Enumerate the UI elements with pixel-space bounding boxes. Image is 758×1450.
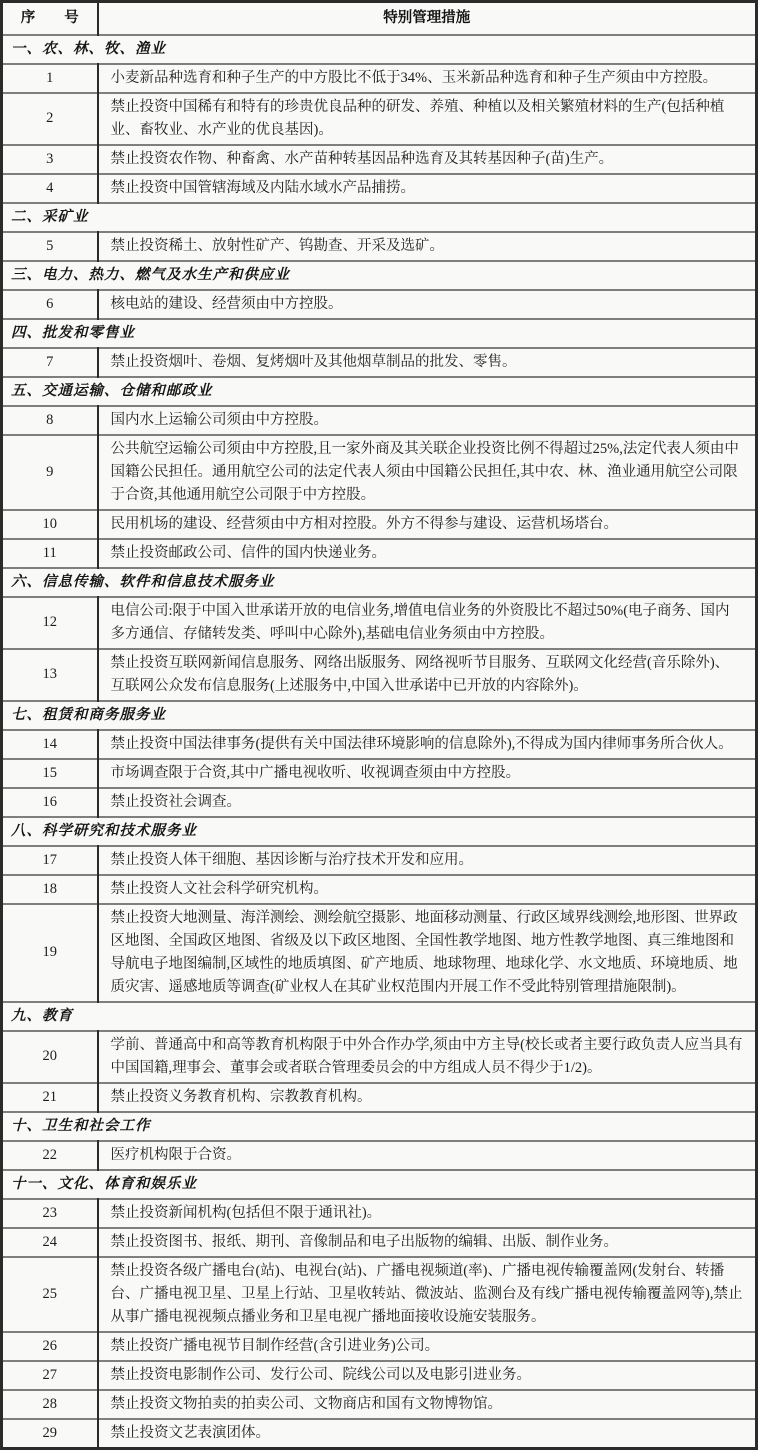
table-row <box>2 1141 757 1170</box>
measures-table-body <box>2 35 757 1449</box>
measure-text: 禁止投资义务教育机构、宗教教育机构。 <box>98 1083 757 1112</box>
table-header <box>2 2 757 35</box>
table-row <box>2 759 757 788</box>
section-row <box>2 1170 757 1199</box>
measure-text: 核电站的建设、经营须由中方控股。 <box>98 290 757 319</box>
table-row <box>2 1361 757 1390</box>
row-number: 7 <box>2 348 98 377</box>
table-row <box>2 730 757 759</box>
row-number: 28 <box>2 1390 98 1419</box>
row-number: 14 <box>2 730 98 759</box>
section-row <box>2 319 757 348</box>
measure-text: 公共航空运输公司须由中方控股,且一家外商及其关联企业投资比例不得超过25%,法定代表人须由中国籍公民担任。通用航空公司的法定代表人须由中国籍公民担任,其中农、林、渔业通用航空公司限于合资,其他通用航空公司限于中方控股。 <box>98 435 757 510</box>
row-number: 2 <box>2 93 98 145</box>
row-number: 12 <box>2 597 98 649</box>
section-title: 六、信息传输、软件和信息技术服务业 <box>2 568 757 597</box>
table-row <box>2 649 757 701</box>
measure-text: 禁止投资文物拍卖的拍卖公司、文物商店和国有文物博物馆。 <box>98 1390 757 1419</box>
table-row <box>2 348 757 377</box>
section-row <box>2 701 757 730</box>
measure-text: 禁止投资人体干细胞、基因诊断与治疗技术开发和应用。 <box>98 846 757 875</box>
table-row <box>2 1083 757 1112</box>
table-row <box>2 1199 757 1228</box>
measure-text: 国内水上运输公司须由中方控股。 <box>98 406 757 435</box>
row-number: 1 <box>2 64 98 93</box>
table-row <box>2 1419 757 1449</box>
table-row <box>2 93 757 145</box>
section-row <box>2 817 757 846</box>
row-number: 18 <box>2 875 98 904</box>
section-title: 四、批发和零售业 <box>2 319 757 348</box>
section-title: 一、农、林、牧、渔业 <box>2 35 757 64</box>
row-number: 3 <box>2 145 98 174</box>
section-title: 五、交通运输、仓储和邮政业 <box>2 377 757 406</box>
section-title: 九、教育 <box>2 1002 757 1031</box>
row-number: 15 <box>2 759 98 788</box>
measure-text: 学前、普通高中和高等教育机构限于中外合作办学,须由中方主导(校长或者主要行政负责人应当具有中国国籍,理事会、董事会或者联合管理委员会的中方组成人员不得少于1/2)。 <box>98 1031 757 1083</box>
measure-text: 禁止投资稀土、放射性矿产、钨勘查、开采及选矿。 <box>98 232 757 261</box>
row-number: 9 <box>2 435 98 510</box>
row-number: 21 <box>2 1083 98 1112</box>
table-row <box>2 597 757 649</box>
measure-text: 禁止投资图书、报纸、期刊、音像制品和电子出版物的编辑、出版、制作业务。 <box>98 1228 757 1257</box>
table-row <box>2 290 757 319</box>
measure-text: 禁止投资中国稀有和特有的珍贵优良品种的研发、养殖、种植以及相关繁殖材料的生产(包括种植业、畜牧业、水产业的优良基因)。 <box>98 93 757 145</box>
row-number: 17 <box>2 846 98 875</box>
section-row <box>2 261 757 290</box>
measure-text: 禁止投资人文社会科学研究机构。 <box>98 875 757 904</box>
table-row <box>2 145 757 174</box>
section-row <box>2 1112 757 1141</box>
section-row <box>2 1002 757 1031</box>
table-row <box>2 64 757 93</box>
table-row <box>2 904 757 1002</box>
header-measure-title: 特别管理措施 <box>98 2 757 35</box>
table-row <box>2 174 757 203</box>
header-row <box>2 2 757 35</box>
table-row <box>2 539 757 568</box>
measure-text: 禁止投资广播电视节目制作经营(含引进业务)公司。 <box>98 1332 757 1361</box>
table-row <box>2 1257 757 1332</box>
measure-text: 禁止投资中国管辖海域及内陆水域水产品捕捞。 <box>98 174 757 203</box>
row-number: 25 <box>2 1257 98 1332</box>
measure-text: 禁止投资电影制作公司、发行公司、院线公司以及电影引进业务。 <box>98 1361 757 1390</box>
table-row <box>2 788 757 817</box>
row-number: 5 <box>2 232 98 261</box>
table-row <box>2 875 757 904</box>
section-row <box>2 568 757 597</box>
section-row <box>2 35 757 64</box>
measure-text: 禁止投资烟叶、卷烟、复烤烟叶及其他烟草制品的批发、零售。 <box>98 348 757 377</box>
measure-text: 电信公司:限于中国入世承诺开放的电信业务,增值电信业务的外资股比不超过50%(电子商务、国内多方通信、存储转发类、呼叫中心除外),基础电信业务须由中方控股。 <box>98 597 757 649</box>
row-number: 22 <box>2 1141 98 1170</box>
row-number: 16 <box>2 788 98 817</box>
row-number: 6 <box>2 290 98 319</box>
measure-text: 禁止投资新闻机构(包括但不限于通讯社)。 <box>98 1199 757 1228</box>
row-number: 26 <box>2 1332 98 1361</box>
table-row <box>2 435 757 510</box>
table-row <box>2 1031 757 1083</box>
measure-text: 禁止投资文艺表演团体。 <box>98 1419 757 1449</box>
measure-text: 医疗机构限于合资。 <box>98 1141 757 1170</box>
row-number: 23 <box>2 1199 98 1228</box>
measure-text: 市场调查限于合资,其中广播电视收听、收视调查须由中方控股。 <box>98 759 757 788</box>
measure-text: 禁止投资互联网新闻信息服务、网络出版服务、网络视听节目服务、互联网文化经营(音乐除外)、互联网公众发布信息服务(上述服务中,中国入世承诺中已开放的内容除外)。 <box>98 649 757 701</box>
measure-text: 民用机场的建设、经营须由中方相对控股。外方不得参与建设、运营机场塔台。 <box>98 510 757 539</box>
section-row <box>2 203 757 232</box>
measure-text: 禁止投资大地测量、海洋测绘、测绘航空摄影、地面移动测量、行政区域界线测绘,地形图、世界政区地图、全国政区地图、省级及以下政区地图、全国性教学地图、地方性教学地图、真三维地图和导航电子地图编制,区域性的地质填图、矿产地质、地球物理、地球化学、水文地质、环境地质、地质灾害、遥感地质等调查(矿业权人在其矿业权范围内开展工作不受此特别管理措施限制)。 <box>98 904 757 1002</box>
measure-text: 禁止投资邮政公司、信件的国内快递业务。 <box>98 539 757 568</box>
section-title: 三、电力、热力、燃气及水生产和供应业 <box>2 261 757 290</box>
row-number: 19 <box>2 904 98 1002</box>
row-number: 4 <box>2 174 98 203</box>
row-number: 29 <box>2 1419 98 1449</box>
row-number: 11 <box>2 539 98 568</box>
table-row <box>2 406 757 435</box>
section-title: 七、租赁和商务服务业 <box>2 701 757 730</box>
row-number: 20 <box>2 1031 98 1083</box>
section-row <box>2 377 757 406</box>
table-row <box>2 1332 757 1361</box>
row-number: 24 <box>2 1228 98 1257</box>
section-title: 十、卫生和社会工作 <box>2 1112 757 1141</box>
measure-text: 小麦新品种选育和种子生产的中方股比不低于34%、玉米新品种选育和种子生产须由中方控股。 <box>98 64 757 93</box>
section-title: 八、科学研究和技术服务业 <box>2 817 757 846</box>
row-number: 27 <box>2 1361 98 1390</box>
header-serial-number: 序 号 <box>2 2 98 35</box>
section-title: 十一、文化、体育和娱乐业 <box>2 1170 757 1199</box>
row-number: 10 <box>2 510 98 539</box>
measure-text: 禁止投资农作物、种畜禽、水产苗种转基因品种选育及其转基因种子(苗)生产。 <box>98 145 757 174</box>
table-row <box>2 1228 757 1257</box>
measure-text: 禁止投资各级广播电台(站)、电视台(站)、广播电视频道(率)、广播电视传输覆盖网(发射台、转播台、广播电视卫星、卫星上行站、卫星收转站、微波站、监测台及有线广播电视传输覆盖网等),禁止从事广播电视视频点播业务和卫星电视广播地面接收设施安装服务。 <box>98 1257 757 1332</box>
row-number: 8 <box>2 406 98 435</box>
row-number: 13 <box>2 649 98 701</box>
table-row <box>2 1390 757 1419</box>
table-row <box>2 846 757 875</box>
table-row <box>2 232 757 261</box>
measure-text: 禁止投资社会调查。 <box>98 788 757 817</box>
table-row <box>2 510 757 539</box>
section-title: 二、采矿业 <box>2 203 757 232</box>
measure-text: 禁止投资中国法律事务(提供有关中国法律环境影响的信息除外),不得成为国内律师事务所合伙人。 <box>98 730 757 759</box>
